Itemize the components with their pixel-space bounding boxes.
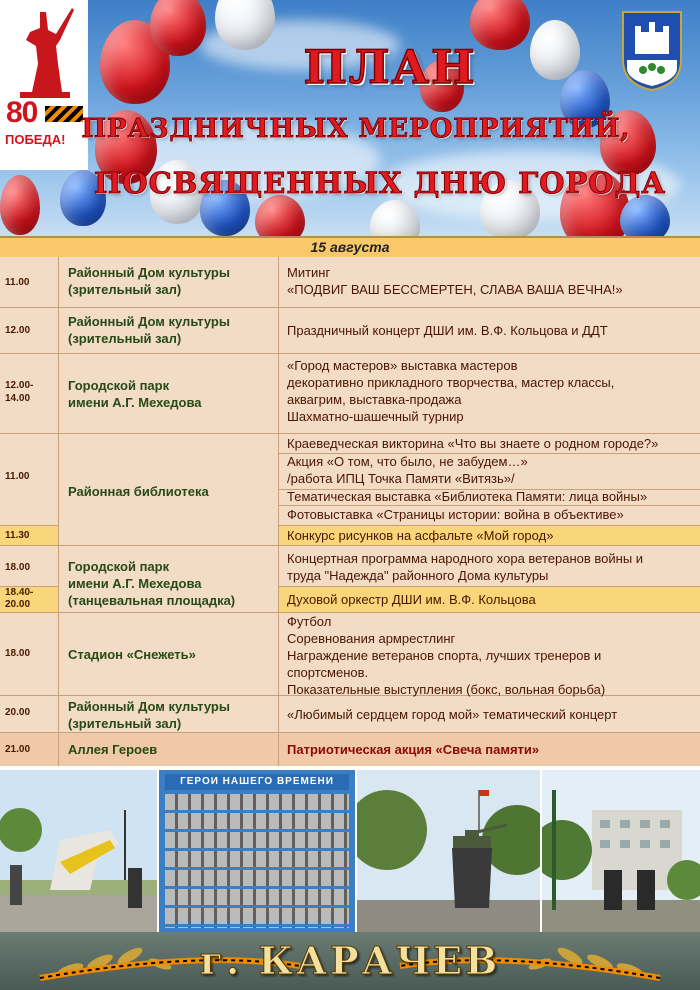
photo-alley-of-heroes — [542, 770, 700, 932]
schedule-table — [0, 236, 700, 766]
footer-banner — [0, 932, 700, 990]
row-time: 18.00 — [5, 562, 31, 573]
row-time: 11.00 — [5, 277, 30, 288]
photo-heroes-board — [159, 770, 355, 932]
row-event: Праздничный концерт ДШИ им. В.Ф. Кольцова и ДДТ — [287, 323, 608, 338]
row-place: Районный Дом культуры (зрительный зал) — [68, 265, 230, 297]
row-place: Стадион «Снежеть» — [68, 647, 196, 662]
photo-tank-monument — [357, 770, 540, 932]
badge-number: 80 — [6, 96, 38, 129]
header-banner — [0, 0, 700, 236]
row-event: Футбол Соревнования армрестлинг Награждение ветеранов спорта, лучших тренеров и спортсменов. Показательные выступления (бокс, вольная борьба) — [287, 614, 606, 697]
row-place: Районный Дом культуры (зрительный зал) — [68, 314, 230, 346]
row-time: 11.00 — [5, 471, 30, 482]
page-title: ПЛАН — [303, 40, 477, 94]
row-event: Патриотическая акция «Свеча памяти» — [287, 742, 540, 757]
balloon — [255, 195, 305, 236]
row-event: Конкурс рисунков на асфальте «Мой город» — [287, 528, 554, 543]
row-time: 12.00 — [5, 325, 31, 336]
row-event: Духовой оркестр ДШИ им. В.Ф. Кольцова — [287, 592, 536, 607]
row-event: Митинг «ПОДВИГ ВАШ БЕССМЕРТЕН, СЛАВА ВАША ВЕЧНА!» — [287, 265, 623, 297]
row-place: Аллея Героев — [68, 742, 158, 757]
badge-text: ПОБЕДА! — [5, 132, 66, 147]
city-name: г. КАРАЧЕВ — [199, 938, 501, 983]
row-time: 18.40- 20.00 — [5, 587, 34, 610]
row-place: Городской парк имени А.Г. Мехедова — [68, 378, 202, 410]
row-place: Районная библиотека — [68, 484, 209, 499]
schedule-date: 15 августа — [0, 236, 700, 257]
photo-memorial-plane — [0, 770, 157, 932]
row-place: Городской парк имени А.Г. Мехедова (танцевальная площадка) — [68, 559, 236, 608]
row-place: Районный Дом культуры (зрительный зал) — [68, 699, 230, 731]
subtitle-line-2: ПОСВЯЩЕННЫХ ДНЮ ГОРОДА — [93, 166, 667, 200]
row-time: 11.30 — [5, 530, 30, 541]
row-event: «Любимый сердцем город мой» тематический концерт — [287, 707, 618, 722]
row-time: 21.00 — [5, 744, 31, 755]
row-event: «Город мастеров» выставка мастеров декоративно прикладного творчества, мастер классы, аквагрим, выставка-продажа Шахматно-шашечный турнир — [287, 358, 615, 424]
row-event: Краеведческая викторина «Что вы знаете о родном городе?» Акция «О том, что было, не забудем…» /работа ИПЦ Точка Памяти «Витязь»/ Тематическая выставка «Библиотека Памяти: лица войны» Фотовыставка «Страницы истории: война в объективе» — [287, 436, 659, 522]
row-time: 18.00 — [5, 648, 31, 659]
row-event: Концертная программа народного хора ветеранов войны и труда "Надежда" районного Дома культуры — [287, 551, 644, 583]
row-time: 12.00- 14.00 — [5, 380, 34, 404]
row-time: 20.00 — [5, 707, 31, 718]
heroes-board-title: ГЕРОИ НАШЕГО ВРЕМЕНИ — [165, 774, 349, 790]
subtitle-line-1: ПРАЗДНИЧНЫХ МЕРОПРИЯТИЙ, — [81, 114, 631, 144]
photo-strip — [0, 770, 700, 932]
balloon — [0, 175, 40, 235]
